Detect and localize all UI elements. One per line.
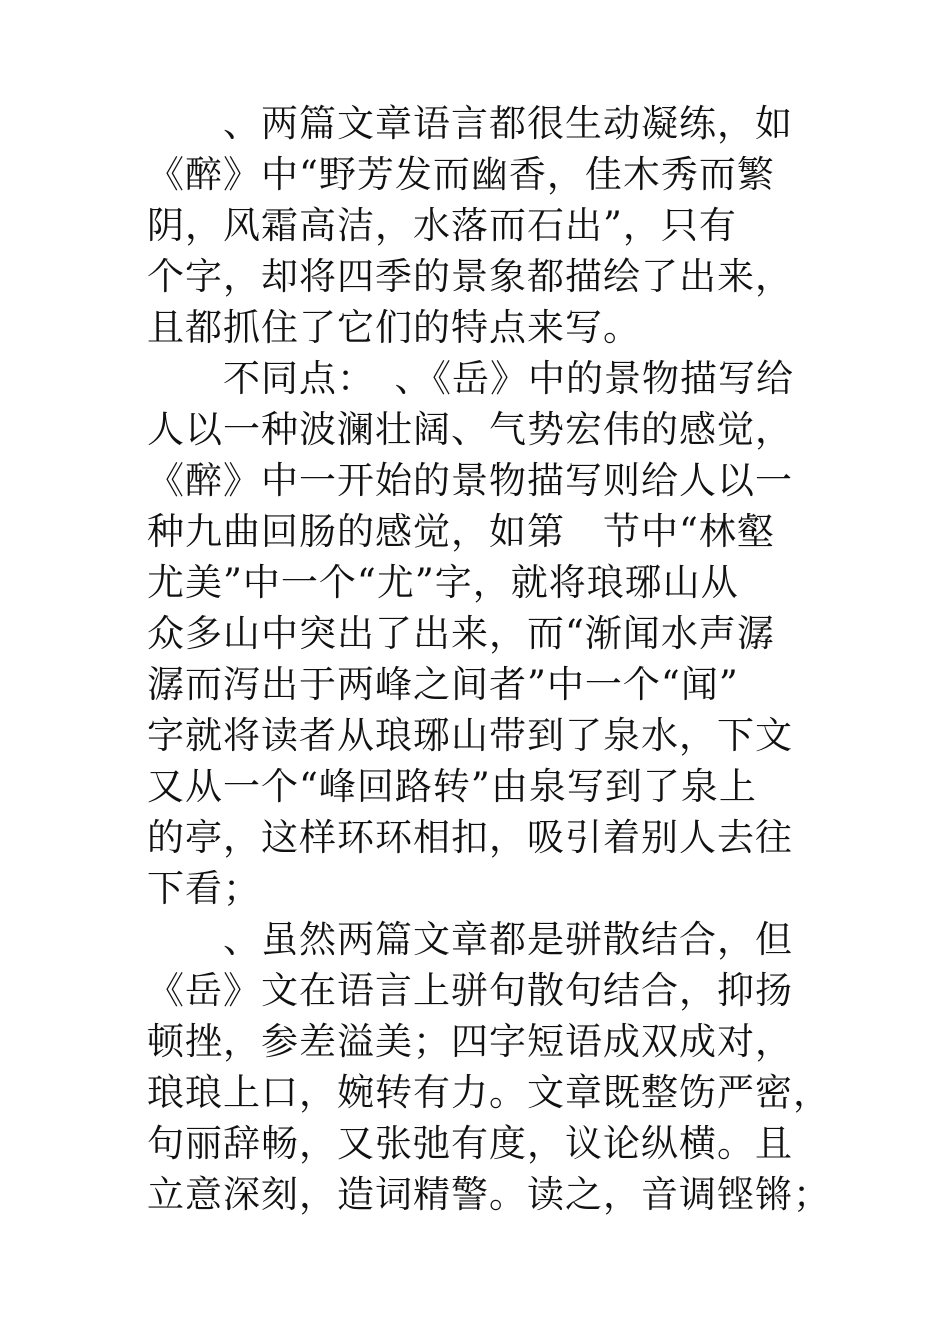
text-line: 字就将读者从琅琊山带到了泉水，下文: [147, 714, 793, 757]
text-line: 、虽然两篇文章都是骈散结合，但: [147, 918, 793, 961]
text-line: 《醉》中“野芳发而幽香，佳木秀而繁: [147, 153, 775, 196]
text-line: 又从一个“峰回路转”由泉写到了泉上: [147, 765, 757, 808]
text-line: 句丽辞畅，又张弛有度，议论纵横。且: [147, 1122, 793, 1165]
text-line: 、两篇文章语言都很生动凝练，如: [147, 102, 793, 145]
text-line: 立意深刻，造词精警。读之，音调铿锵；: [147, 1173, 831, 1216]
text-line: 尤美”中一个“尤”字，就将琅琊山从: [147, 561, 739, 604]
text-line: 顿挫，参差溢美；四字短语成双成对，: [147, 1020, 793, 1063]
body-text: [147, 98, 831, 1220]
text-line: 人以一种波澜壮阔、气势宏伟的感觉，: [147, 408, 793, 451]
text-line: 琅琅上口，婉转有力。文章既整饬严密，: [147, 1071, 831, 1114]
text-line: 《岳》文在语言上骈句散句结合，抑扬: [147, 969, 793, 1012]
text-line: 《醉》中一开始的景物描写则给人以一: [147, 459, 793, 502]
text-line: 的亭，这样环环相扣，吸引着别人去往: [147, 816, 793, 859]
text-line: 潺而泻出于两峰之间者”中一个“闻”: [147, 663, 739, 706]
text-line: 众多山中突出了出来，而“渐闻水声潺: [147, 612, 775, 655]
text-line: 阴，风霜高洁，水落而石出”，只有: [147, 204, 737, 247]
text-line: 不同点： 、《岳》中的景物描写给: [147, 357, 794, 400]
text-line: 种九曲回肠的感觉，如第 节中“林壑: [147, 510, 775, 553]
text-line: 下看；: [147, 867, 261, 910]
text-line: 个字，却将四季的景象都描绘了出来，: [147, 255, 793, 298]
text-line: 且都抓住了它们的特点来写。: [147, 306, 641, 349]
